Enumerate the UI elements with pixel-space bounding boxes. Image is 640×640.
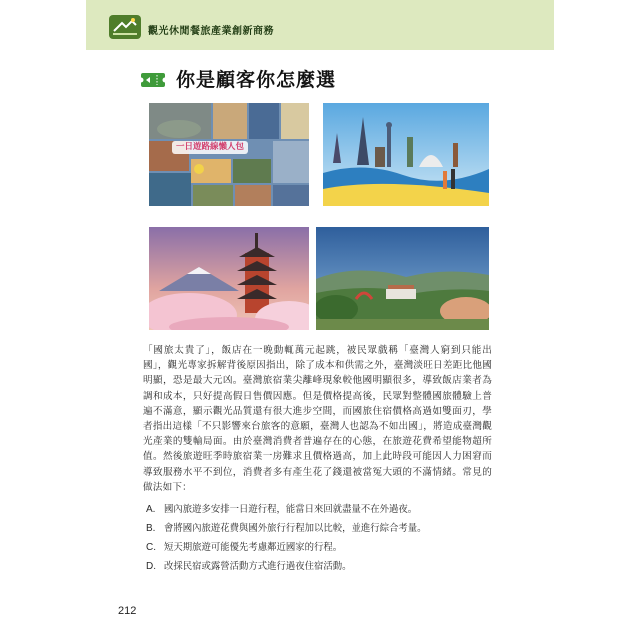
list-item	[146, 500, 486, 519]
list-item	[146, 538, 486, 557]
domestic-travel-collage-photo	[149, 103, 309, 206]
page-number: 212	[118, 605, 137, 617]
japan-pagoda-photo	[149, 227, 309, 330]
list-item	[146, 557, 486, 576]
ticket-icon	[140, 72, 166, 88]
option-letter: C.	[146, 542, 156, 553]
option-text: 改採民宿或露營活動方式進行過夜住宿活動。	[164, 561, 352, 572]
option-letter: A.	[146, 504, 156, 515]
option-text: 國內旅遊多安排一日遊行程，能當日來回就盡量不在外過夜。	[164, 504, 418, 515]
option-letter: B.	[146, 523, 156, 534]
header-title: 觀光休閒餐旅產業創新商務	[148, 26, 274, 37]
mountain-resort-photo	[316, 227, 489, 330]
option-letter: D.	[146, 561, 156, 572]
option-text: 會將國內旅遊花費與國外旅行行程加以比較，並進行綜合考量。	[164, 523, 427, 534]
practice-options-list	[146, 500, 486, 576]
section-title: 你是顧客你怎麼選	[176, 69, 337, 91]
list-item	[146, 519, 486, 538]
world-landmarks-photo	[323, 103, 489, 206]
option-text: 短天期旅遊可能優先考慮鄰近國家的行程。	[164, 542, 343, 553]
travel-logo-icon	[108, 14, 142, 40]
body-paragraph: 「國旅太貴了」，飯店在一晚動輒萬元起跳，被民眾戲稱「臺灣人窮到只能出國」，觀光專家拆解背後原因指出，除了成本和供需之外，臺灣淡旺日差距比他國明顯，恐是最大元凶。臺灣旅宿業尖離峰現象較他國明顯很多，導致飯店業者為調和成本，只好提高假日售價因應。但是價格提高後，民眾對整體國旅體驗上普遍不滿意，顯示觀光品質還有很大進步空間，而國旅住宿價格高過如雙面刃，學者指出這樣「不只影響來台旅客的意願，臺灣人也認為不如出國」，將造成臺灣觀光產業的雙輸局面。由於臺灣消費者普遍存在的心態，在旅遊花費希望能物超所值。然後旅遊旺季時旅宿業一房難求且價格過高，加上此時段可能因人力困窘而導致服務水平不到位，消費者多有產生花了錢還被當冤大頭的不滿情緒。常見的做法如下：	[143, 345, 492, 493]
photo-caption: 一日遊路線懶人包	[172, 141, 248, 154]
